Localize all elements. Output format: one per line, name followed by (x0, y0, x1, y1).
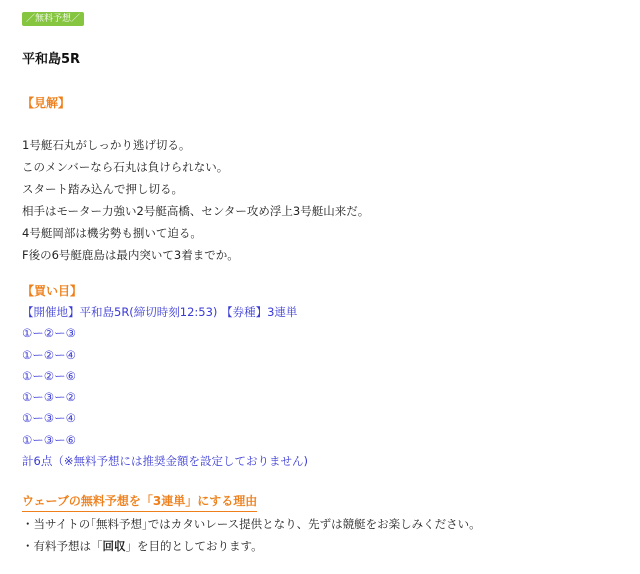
analysis-heading: 【見解】 (22, 96, 71, 110)
analysis-line: 相手はモーター力強い2号艇高橋、センター攻め浮上3号艇山来だ。 (22, 204, 370, 218)
bet-combo: ①ー③ー④ (22, 411, 76, 426)
reason-note-paid-keyword: 回収 (102, 539, 126, 553)
reason-note-paid-prefix: ・有料予想は「 (22, 539, 103, 553)
bet-combo: ①ー③ー⑥ (22, 432, 76, 447)
bet-combo: ①ー②ー④ (22, 347, 76, 362)
reason-note-free: ・当サイトの｢無料予想｣ではカタいレース提供となり、先ずは競艇をお楽しみください。 (22, 517, 481, 531)
race-title: 平和島5R (22, 52, 81, 67)
bets-list (22, 302, 308, 472)
analysis-line: 1号艇石丸がしっかり逃げ切る。 (22, 138, 191, 152)
bets-heading: 【買い目】 (22, 284, 83, 298)
free-prediction-badge: ／無料予想／ (22, 12, 84, 26)
analysis-line: このメンバーなら石丸は負けられない。 (22, 160, 229, 174)
reason-note-paid (22, 538, 263, 554)
reason-heading: ウェーブの無料予想を「3連単」にする理由 (22, 492, 257, 512)
reason-note-paid-suffix: 」を目的としております。 (125, 539, 263, 553)
analysis-line: 4号艇岡部は機劣勢も捌いて迫る。 (22, 226, 202, 240)
bet-combo: ①ー②ー⑥ (22, 368, 76, 383)
bets-info: 【開催地】平和島5R(締切時刻12:53) 【券種】3連単 (22, 305, 298, 319)
analysis-text (22, 134, 369, 266)
analysis-line: F後の6号艇鹿島は最内突いて3着までか。 (22, 248, 239, 262)
bet-combo: ①ー②ー③ (22, 326, 76, 341)
bets-total: 計6点（※無料予想には推奨金額を設定しておりません) (22, 454, 308, 469)
analysis-line: スタート踏み込んで押し切る。 (22, 182, 183, 196)
bet-combo: ①ー③ー② (22, 390, 76, 405)
